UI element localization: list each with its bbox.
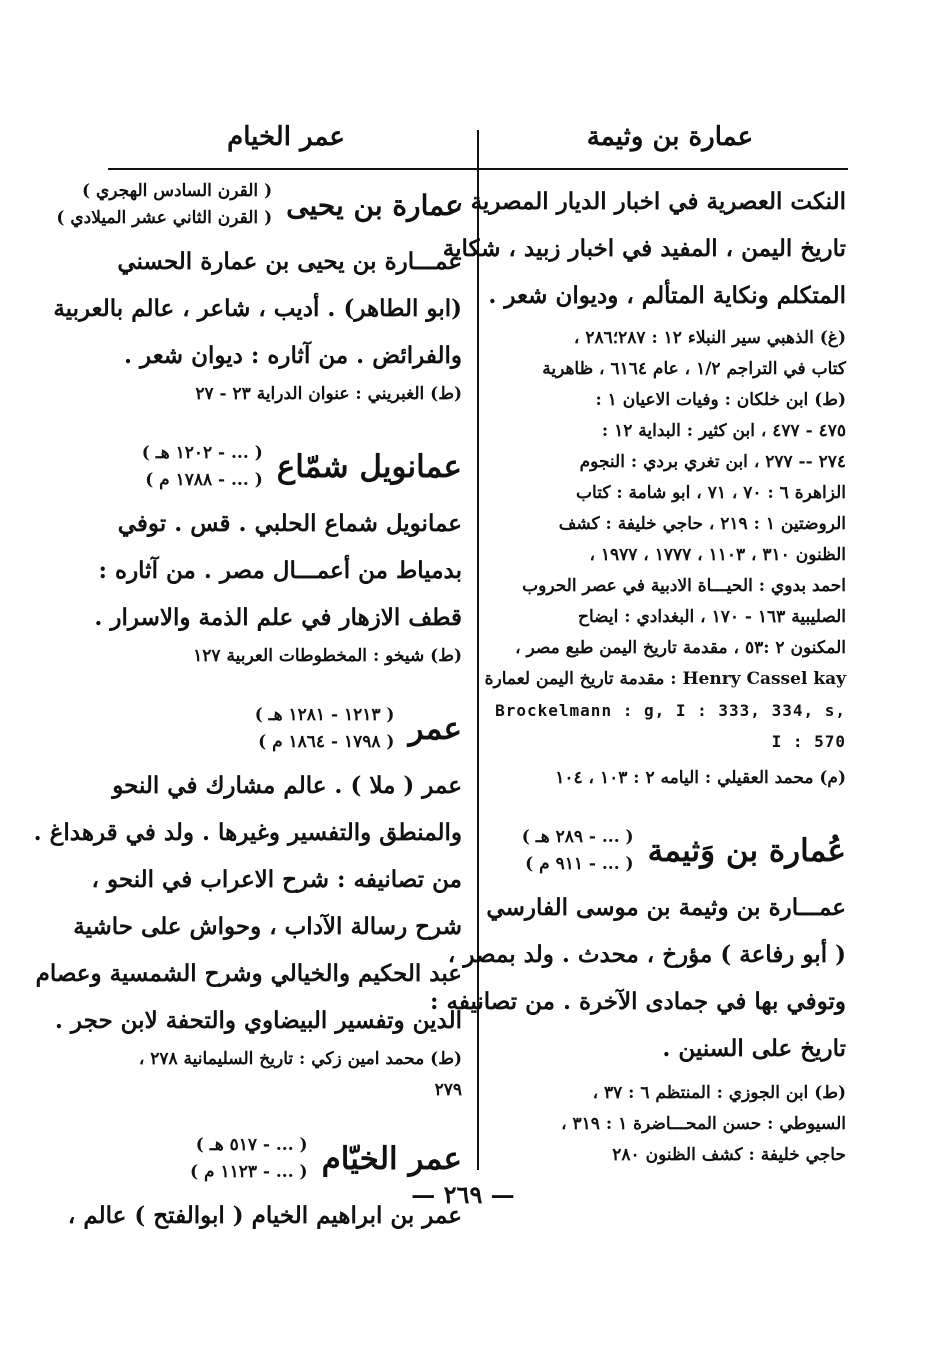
entry-heading <box>102 1132 462 1186</box>
entry-dates <box>56 178 272 232</box>
date-hijri: ( ... - ٥١٧ هـ ) <box>195 1135 308 1155</box>
entry-references <box>102 1044 462 1106</box>
entry-name: عمانويل شمّاع <box>276 449 462 485</box>
reference-line: ٢٧٤ -- ٢٧٧ ، ابن تغري بردي : النجوم <box>579 452 846 472</box>
date-gregorian: ( ... - ١٧٨٨ م ) <box>145 470 263 490</box>
reference-line: (ط) ابن خلكان : وفيات الاعيان ١ : <box>595 390 846 410</box>
reference-line: (م) محمد العقيلي : اليامه ٢ : ١٠٣ ، ١٠٤ <box>555 768 846 788</box>
reference-line: (ط) محمد امين زكي : تاريخ السليمانية ٢٧٨ ، <box>138 1049 462 1069</box>
date-hijri: ( ... - ١٢٠٢ هـ ) <box>141 443 263 463</box>
date-gregorian: ( القرن الثاني عشر الميلادي ) <box>56 208 273 228</box>
date-hijri: ( القرن السادس الهجري ) <box>82 181 273 201</box>
text-line: عمـــارة بن وثيمة بن موسى الفارسي <box>486 894 846 921</box>
date-gregorian: ( ... - ١١٢٣ م ) <box>190 1162 308 1182</box>
text-line: والمنطق والتفسير وغيرها . ولد في قرهداغ . <box>33 819 462 846</box>
entry-dates <box>255 702 395 756</box>
running-header-right: عمارة بن وثيمة <box>586 122 754 152</box>
reference-line: كتاب في التراجم ١/٢ ، عام ٦١٦٤ ، ظاهرية <box>542 359 846 379</box>
entry-name: عمر الخيّام <box>321 1141 462 1177</box>
reference-line: (غ) الذهبي سير النبلاء ١٢ : ٢٨٧؛٢٨٦ ، <box>573 328 846 348</box>
latin-reference-line: Henry Cassel kay : مقدمة تاريخ اليمن لعمارة <box>484 669 846 689</box>
entry-references <box>102 641 462 672</box>
entry-heading <box>56 178 462 232</box>
text-line: من تصانيفه : شرح الاعراب في النحو ، <box>91 866 462 893</box>
date-gregorian: ( ١٧٩٨ - ١٨٦٤ م ) <box>258 732 395 752</box>
entry-dates <box>142 440 263 494</box>
reference-line: ٢٧٩ <box>434 1080 462 1100</box>
entry-body <box>94 500 462 641</box>
text-line: عمر ( ملا ) . عالم مشارك في النحو <box>112 772 462 799</box>
continuation-references <box>484 323 846 794</box>
entry-name: عمر <box>408 711 462 747</box>
text-line: تاريخ اليمن ، المفيد في اخبار زبيد ، شكاية <box>442 235 846 262</box>
date-gregorian: ( ... - ٩١١ م ) <box>525 854 634 874</box>
reference-line: المكنون ٢ :٥٣ ، مقدمة تاريخ اليمن طبع مصر ، <box>515 638 846 658</box>
text-line: قطف الازهار في علم الذمة والاسرار . <box>94 604 462 631</box>
reference-line: الروضتين ١ : ٢١٩ ، حاجي خليفة : كشف <box>558 514 846 534</box>
text-line: بدمياط من أعمـــال مصر . من آثاره : <box>98 557 462 584</box>
date-hijri: ( ... - ٢٨٩ هـ ) <box>521 827 634 847</box>
text-line: والفرائض . من آثاره : ديوان شعر . <box>123 342 462 369</box>
text-line: وتوفي بها في جمادى الآخرة . من تصانيفه : <box>429 988 846 1015</box>
reference-line: (ط) شيخو : المخطوطات العربية ١٢٧ <box>193 646 462 666</box>
entry-heading <box>102 702 462 756</box>
entry-references <box>488 1078 846 1171</box>
text-line: (ابو الطاهر) . أديب ، شاعر ، عالم بالعربية <box>53 295 462 322</box>
reference-line: احمد بدوي : الحيـــاة الادبية في عصر الحروب <box>522 576 846 596</box>
text-line: المتكلم ونكاية المتألم ، وديوان شعر . <box>488 282 846 309</box>
entry-name: عمارة بن يحيى <box>286 188 462 222</box>
reference-line: الزاهرة ٦ : ٧٠ ، ٧١ ، ابو شامة : كتاب <box>576 483 846 503</box>
reference-line: الظنون ٣١٠ ، ١١٠٣ ، ١٧٧٧ ، ١٩٧٧ ، <box>589 545 846 565</box>
text-line: عبد الحكيم والخيالي وشرح الشمسية وعصام <box>35 960 462 987</box>
entry-name: عُمارة بن وَثيمة <box>647 833 846 869</box>
entry-dates <box>522 824 634 878</box>
text-line: النكت العصرية في اخبار الديار المصرية ، <box>455 188 846 215</box>
entry-heading <box>102 440 462 494</box>
continuation-text <box>442 178 846 319</box>
entry-references <box>102 379 462 410</box>
page-number: — ٢٦٩ — <box>411 1180 515 1209</box>
reference-line: الصليبية ١٦٣ - ١٧٠ ، البغدادي : ايضاح <box>578 607 846 627</box>
entry-dates <box>190 1132 308 1186</box>
reference-line: ٤٧٥ - ٤٧٧ ، ابن كثير : البداية ١٢ : <box>601 421 846 441</box>
running-header-left: عمر الخيام <box>227 122 345 152</box>
reference-line: (ط) ابن الجوزي : المنتظم ٦ : ٣٧ ، <box>592 1083 846 1103</box>
entry-heading <box>488 824 846 878</box>
date-hijri: ( ١٢١٣ - ١٢٨١ هـ ) <box>254 705 395 725</box>
text-line: تاريخ على السنين . <box>662 1035 846 1062</box>
reference-line: (ط) الغبريني : عنوان الدراية ٢٣ - ٢٧ <box>195 384 462 404</box>
reference-line: حاجي خليفة : كشف الظنون ٢٨٠ <box>612 1145 846 1165</box>
text-line: شرح رسالة الآداب ، وحواش على حاشية <box>73 913 462 940</box>
reference-line: السيوطي : حسن المحـــاضرة ١ : ٣١٩ ، <box>561 1114 846 1134</box>
text-line: الدين وتفسير البيضاوي والتحفة لابن حجر . <box>54 1007 462 1034</box>
entry-body <box>53 238 462 379</box>
text-line: عمر بن ابراهيم الخيام ( ابوالفتح ) عالم ، <box>67 1202 462 1229</box>
text-line: عمـــارة بن يحيى بن عمارة الحسني <box>117 248 462 275</box>
entry-body <box>33 762 462 1044</box>
latin-reference-line: Brockelmann : g, I : 333, 334, s, I : 570 <box>495 701 846 751</box>
entry-body <box>429 884 846 1072</box>
text-line: عمانويل شماع الحلبي . قس . توفي <box>117 510 462 537</box>
left-column <box>33 178 462 1239</box>
text-line: ( أبو رفاعة ) مؤرخ ، محدث . ولد بمصر ، <box>447 941 846 968</box>
